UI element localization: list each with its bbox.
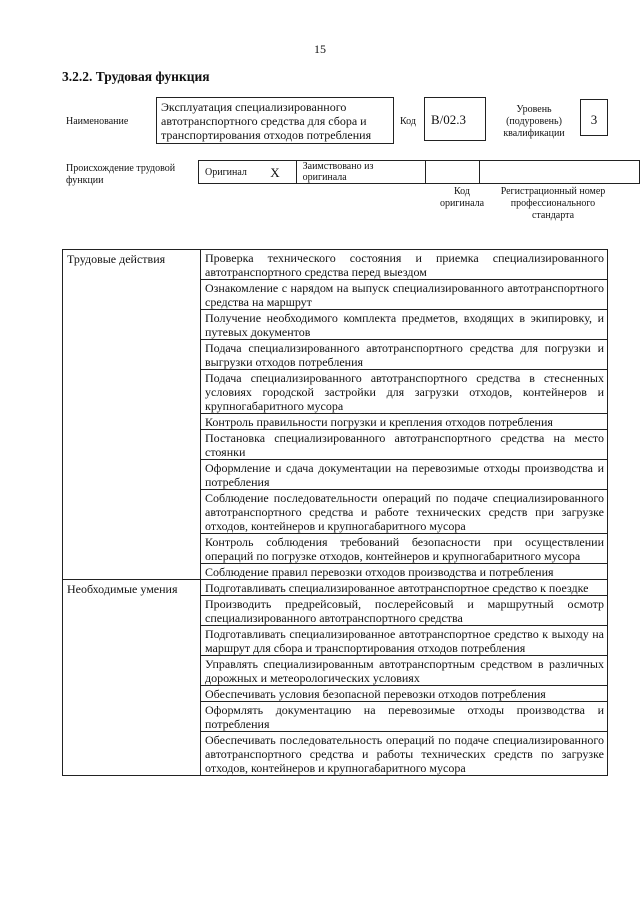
borrowed-label: Заимствовано из оригинала <box>296 161 425 184</box>
labor-action-item: Подача специализированного автотранспортного средства в стесненных условиях городской застройки для загрузки отходов, контейнеров и крупногабаритного мусора <box>201 370 608 414</box>
skill-item: Оформлять документацию на перевозимые отходы производства и потребления <box>201 702 608 732</box>
skill-item: Обеспечивать последовательность операций по подаче специализированного автотранспортного средства и работы технических средств по загрузке отходов, контейнеров и крупногабаритного мусора <box>201 732 608 776</box>
skill-item: Обеспечивать условия безопасной перевозки отходов потребления <box>201 686 608 702</box>
level-box <box>580 99 608 136</box>
name-label: Наименование <box>66 116 129 127</box>
reg-caption: Регистрационный номер профессионального стандарта <box>500 186 606 221</box>
section-title: 3.2.2. Трудовая функция <box>62 69 210 84</box>
labor-action-item: Контроль правильности погрузки и крепления отходов потребления <box>201 414 608 430</box>
labor-action-item: Ознакомление с нарядом на выпуск специализированного автотранспортного средства на маршрут <box>201 280 608 310</box>
original-mark: X <box>264 161 296 184</box>
skill-item: Подготавливать специализированное автотранспортное средство к поездке <box>201 580 608 596</box>
level-value: 3 <box>590 112 598 127</box>
skill-row <box>63 580 608 596</box>
origin-code-cell <box>425 161 479 184</box>
labor-action-item: Оформление и сдача документации на перевозимые отходы производства и потребления <box>201 460 608 490</box>
labor-action-label: Трудовые действия <box>63 250 201 580</box>
skill-label: Необходимые умения <box>63 580 201 776</box>
code-label: Код <box>400 116 416 127</box>
skill-item: Подготавливать специализированное автотранспортное средство к выходу на маршрут для сбора и транспортирования отходов потребления <box>201 626 608 656</box>
function-name: Эксплуатация специализированного автотранспортного средства для сбора и транспортирования отходов потребления <box>161 100 372 142</box>
labor-function-table <box>62 249 608 776</box>
labor-action-item: Подача специализированного автотранспортного средства для погрузки и выгрузки отходов потребления <box>201 340 608 370</box>
code-box <box>424 97 486 141</box>
original-label: Оригинал <box>199 161 265 184</box>
labor-action-item: Получение необходимого комплекта предметов, входящих в экипировку, и путевых документов <box>201 310 608 340</box>
labor-action-item: Проверка технического состояния и приемка специализированного автотранспортного средства перед выездом <box>201 250 608 280</box>
skill-item: Управлять специализированным автотранспортным средством в различных дорожных и метеорологических условиях <box>201 656 608 686</box>
labor-action-item: Соблюдение правил перевозки отходов производства и потребления <box>201 564 608 580</box>
origin-reg-cell <box>480 161 640 184</box>
skill-item: Производить предрейсовый, послерейсовый и маршрутный осмотр специализированного автотранспортного средства <box>201 596 608 626</box>
code-caption: Код оригинала <box>439 186 485 209</box>
labor-action-item: Соблюдение последовательности операций по подаче специализированного автотранспортного средства и работе технических средств при загрузке отходов, контейнеров и крупногабаритного мусора <box>201 490 608 534</box>
code-value: В/02.3 <box>431 112 467 127</box>
labor-action-row <box>63 250 608 280</box>
level-label: Уровень (подуровень) квалификации <box>503 104 565 139</box>
origin-label: Происхождение трудовой функции <box>66 163 176 186</box>
function-name-box <box>156 97 394 144</box>
page-number: 15 <box>314 42 326 56</box>
labor-action-item: Контроль соблюдения требований безопасности при осуществлении операций по погрузке отходов, контейнеров и крупногабаритного мусора <box>201 534 608 564</box>
origin-grid <box>198 160 640 184</box>
labor-action-item: Постановка специализированного автотранспортного средства на место стоянки <box>201 430 608 460</box>
